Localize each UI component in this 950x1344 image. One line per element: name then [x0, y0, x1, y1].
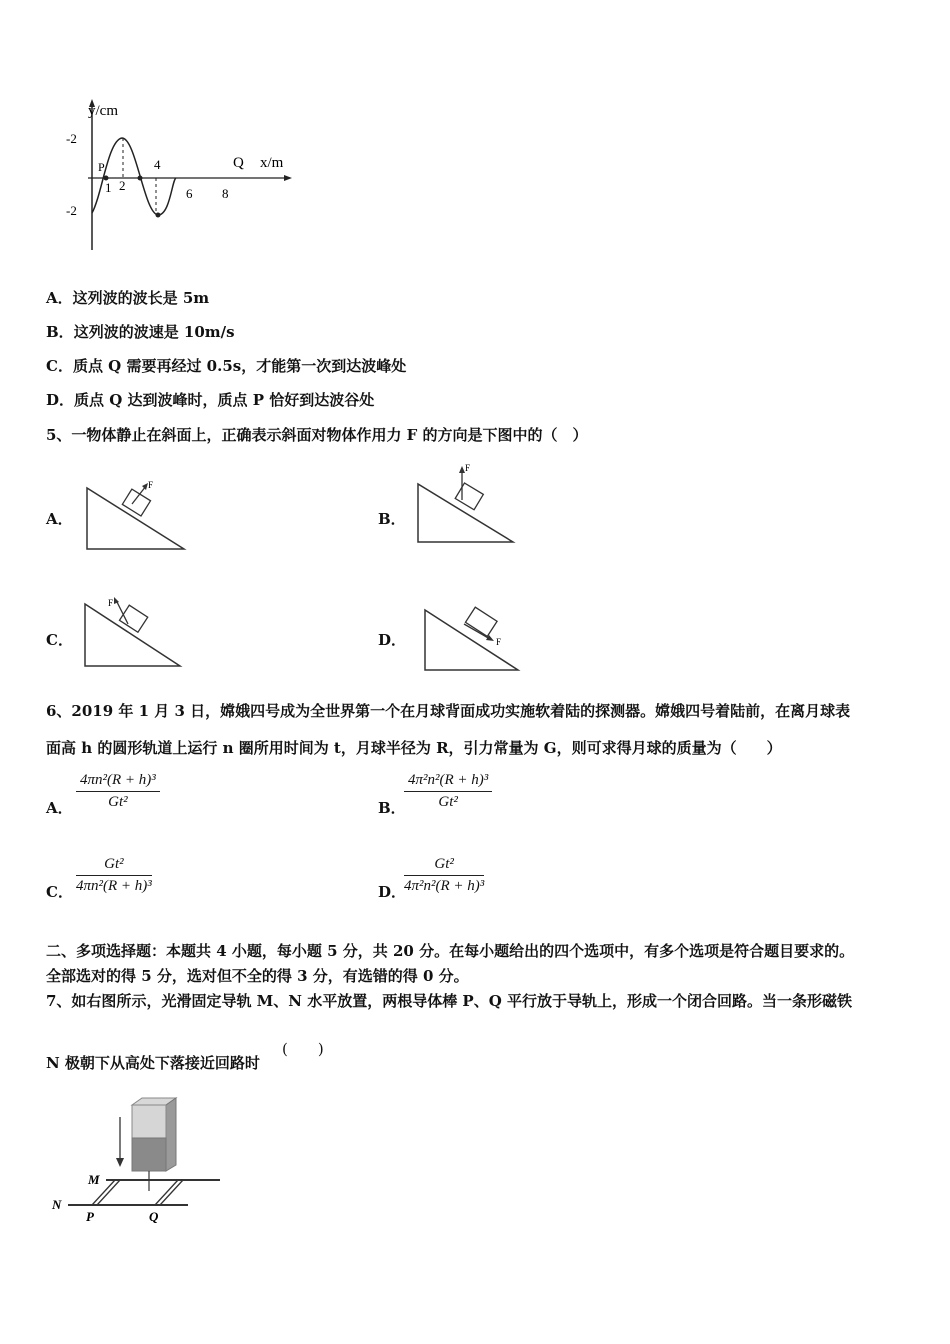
force-label-d: F [496, 637, 502, 647]
q5-figure-c[interactable] [80, 592, 190, 672]
y-top-tick: -2 [66, 131, 77, 146]
x-tick-1: 1 [105, 180, 112, 195]
q6-option-b-label[interactable]: B． [378, 799, 406, 817]
point-q-label: Q [233, 155, 244, 171]
q6-option-a-denominator: Gt² [108, 794, 128, 810]
label-m: M [88, 1172, 100, 1187]
q4-option-c[interactable]: C．质点 Q 需要再经过 0.5s，才能第一次到达波峰处 [46, 357, 407, 375]
label-p: P [86, 1209, 94, 1224]
q6-option-b-fraction[interactable] [404, 772, 492, 811]
magnet-bottom-n [132, 1138, 166, 1171]
section2-heading-line2: 全部选对的得 5 分，选对但不全的得 3 分，有选错的得 0 分。 [46, 967, 469, 985]
q7-answer-bracket[interactable]: ( ) [282, 1040, 324, 1058]
q5-figure-b[interactable] [413, 460, 523, 550]
x-axis-label: x/m [260, 155, 284, 171]
q5-option-b-label[interactable]: B． [378, 510, 406, 528]
q6-option-c-label[interactable]: C． [46, 883, 73, 901]
force-label-b: F [465, 463, 471, 473]
q7-magnet-figure [48, 1095, 228, 1225]
x-tick-6: 6 [186, 186, 193, 201]
force-label-c: F [108, 598, 114, 608]
q5-figure-d[interactable] [420, 600, 530, 675]
q6-option-c-numerator: Gt² [76, 856, 152, 876]
q5-option-c-label[interactable]: C． [46, 631, 73, 649]
q6-option-d-fraction[interactable] [404, 856, 484, 895]
label-q: Q [149, 1209, 159, 1224]
q6-option-c-fraction[interactable] [76, 856, 152, 895]
q6-stem-line2: 面高 h 的圆形轨道上运行 n 圈所用时间为 t，月球半径为 R，引力常量为 G，则可求得月球的质量为（ ） [46, 739, 782, 757]
q6-option-b-numerator: 4π²n²(R + h)³ [404, 772, 492, 792]
q4-option-b[interactable]: B．这列波的波速是 10m/s [46, 323, 235, 341]
magnet-top [132, 1105, 166, 1138]
q6-option-a-numerator: 4πn²(R + h)³ [76, 772, 160, 792]
x-tick-4: 4 [154, 157, 161, 172]
q6-option-d-denominator: 4π²n²(R + h)³ [404, 878, 485, 894]
y-axis-label: y/cm [88, 103, 118, 119]
point-p-label: P [98, 160, 105, 174]
q6-option-b-denominator: Gt² [438, 794, 458, 810]
q6-option-d-numerator: Gt² [404, 856, 484, 876]
q6-option-a-label[interactable]: A． [46, 799, 73, 817]
q4-option-a[interactable]: A．这列波的波长是 5m [46, 289, 210, 307]
q6-option-d-label[interactable]: D． [378, 883, 407, 901]
q4-option-d[interactable]: D．质点 Q 达到波峰时，质点 P 恰好到达波谷处 [46, 391, 375, 409]
q5-stem: 5、一物体静止在斜面上，正确表示斜面对物体作用力 F 的方向是下图中的（ ） [46, 426, 588, 444]
q5-figure-a[interactable] [82, 474, 192, 554]
y-bottom-tick: -2 [66, 203, 77, 218]
section2-heading-line1: 二、多项选择题：本题共 4 小题，每小题 5 分，共 20 分。在每小题给出的四个选项中，有多个选项是符合题目要求的。 [46, 942, 855, 960]
x-tick-8: 8 [222, 186, 229, 201]
wave-graph [60, 95, 300, 255]
label-n: N [52, 1197, 62, 1212]
q7-stem-line1: 7、如右图所示，光滑固定导轨 M、N 水平放置，两根导体棒 P、Q 平行放于导轨上，形成一个闭合回路。当一条形磁铁 [46, 992, 852, 1010]
q6-stem-line1: 6、2019 年 1 月 3 日，嫦娥四号成为全世界第一个在月球背面成功实施软着陆的探测器。嫦娥四号着陆前，在离月球表 [46, 702, 851, 720]
q7-stem-line2: N 极朝下从高处下落接近回路时 [46, 1054, 260, 1072]
x-tick-2: 2 [119, 178, 126, 193]
q5-option-d-label[interactable]: D． [378, 631, 407, 649]
force-label-a: F [148, 480, 154, 490]
q5-option-a-label[interactable]: A． [46, 510, 73, 528]
q6-option-a-fraction[interactable] [76, 772, 160, 811]
q6-option-c-denominator: 4πn²(R + h)³ [76, 878, 152, 894]
